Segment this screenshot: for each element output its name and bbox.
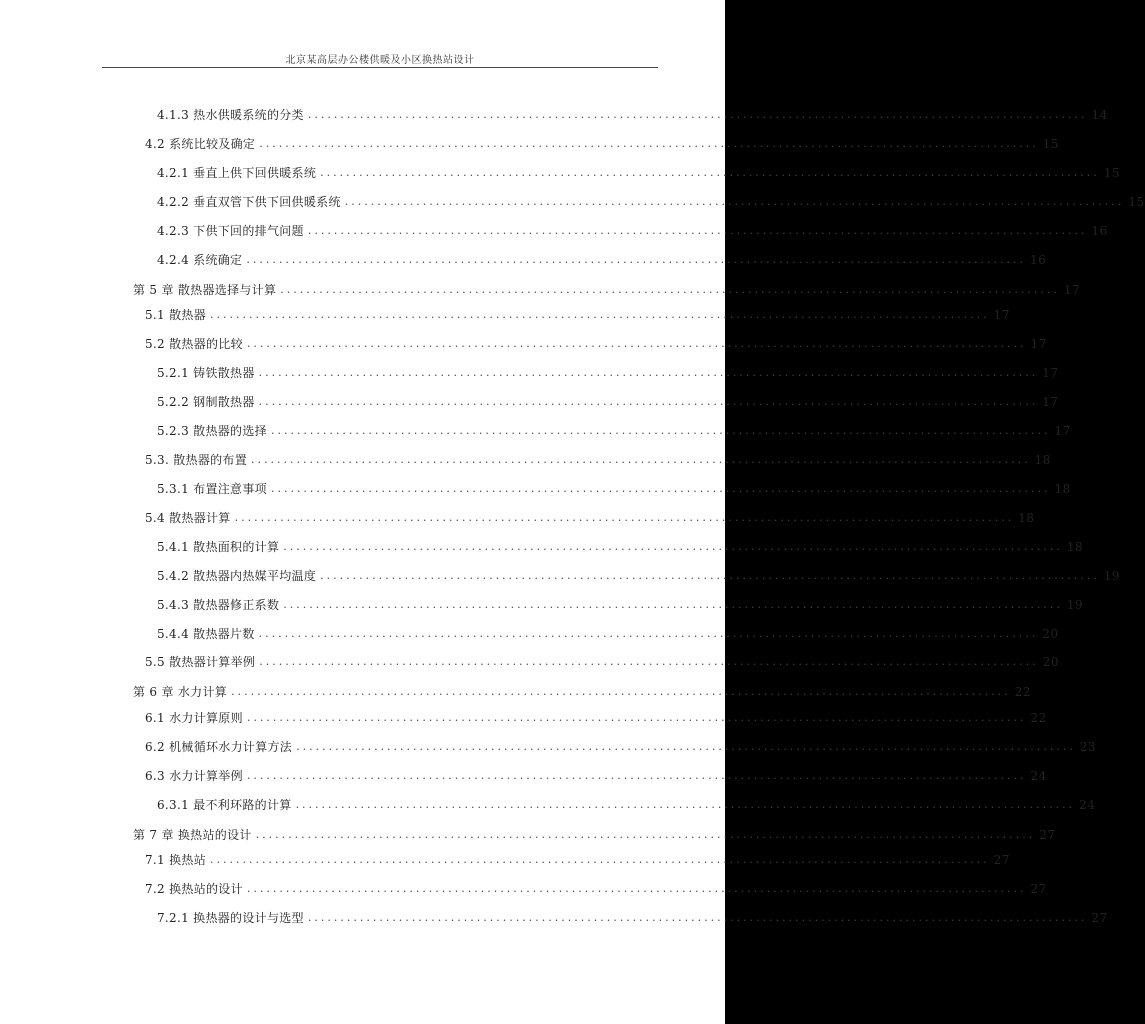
toc-page-number: 24	[1079, 798, 1096, 812]
toc-page-number: 19	[1066, 598, 1084, 612]
toc-leader-dots: ........................................................................................................................	[258, 366, 1039, 379]
toc-page-number: 15	[1042, 137, 1060, 151]
toc-page-number: 17	[993, 308, 1010, 322]
toc-entry[interactable]	[157, 393, 1059, 411]
toc-entry[interactable]	[145, 880, 1047, 898]
toc-page-number: 16	[1091, 224, 1108, 238]
toc-leader-dots: ........................................................................................................................	[258, 395, 1039, 408]
toc-leader-dots: ........................................................................................................................	[270, 482, 1051, 495]
toc-entry-label: 5.4 散热器计算	[145, 511, 231, 525]
toc-page-number: 17	[1054, 424, 1071, 438]
toc-leader-dots: ........................................................................................................................	[259, 655, 1039, 668]
toc-entry[interactable]	[157, 538, 1084, 556]
toc-leader-dots: ........................................................................................................................	[307, 224, 1088, 237]
toc-entry[interactable]	[145, 509, 1035, 527]
toc-page-number: 18	[1018, 511, 1035, 525]
toc-entry[interactable]	[157, 796, 1096, 814]
toc-entry-label: 第 7 章 换热站的设计	[133, 828, 252, 842]
toc-entry-label: 5.1 散热器	[145, 308, 206, 322]
toc-leader-dots: ........................................................................................................................	[270, 424, 1051, 437]
toc-leader-dots: ........................................................................................................................	[320, 166, 1100, 179]
toc-entry[interactable]	[133, 683, 1031, 701]
toc-entry[interactable]	[145, 851, 1010, 869]
toc-entry[interactable]	[157, 909, 1108, 927]
toc-entry-label: 第 5 章 散热器选择与计算	[133, 283, 277, 297]
toc-entry-label: 4.2.3 下供下回的排气问题	[157, 224, 304, 238]
toc-entry[interactable]	[145, 738, 1096, 756]
toc-leader-dots: ........................................................................................................................	[280, 283, 1060, 296]
toc-entry[interactable]	[157, 625, 1059, 643]
toc-page-number: 18	[1034, 453, 1051, 467]
toc-entry[interactable]	[133, 826, 1056, 844]
toc-entry[interactable]	[145, 653, 1060, 671]
toc-entry-label: 7.1 换热站	[145, 853, 206, 867]
toc-leader-dots: ........................................................................................................................	[344, 195, 1125, 208]
toc-page-number: 22	[1014, 685, 1031, 699]
toc-page-number: 20	[1042, 655, 1060, 669]
toc-entry-label: 4.1.3 热水供暖系统的分类	[157, 108, 304, 122]
toc-entry[interactable]	[145, 335, 1047, 353]
toc-page-number: 14	[1091, 108, 1108, 122]
toc-entry-label: 6.3.1 最不利环路的计算	[157, 798, 292, 812]
toc-entry[interactable]	[145, 709, 1047, 727]
toc-entry[interactable]	[133, 281, 1081, 299]
toc-leader-dots: ........................................................................................................................	[283, 598, 1063, 611]
toc-entry[interactable]	[157, 480, 1071, 498]
toc-entry-label: 4.2.4 系统确定	[157, 253, 243, 267]
toc-page-number: 27	[993, 853, 1010, 867]
toc-page-number: 16	[1029, 253, 1047, 267]
toc-page-number: 18	[1066, 540, 1084, 554]
toc-entry-label: 第 6 章 水力计算	[133, 685, 228, 699]
toc-page-number: 18	[1054, 482, 1071, 496]
toc-entry-label: 6.1 水力计算原则	[145, 711, 243, 725]
toc-leader-dots: ........................................................................................................................	[296, 740, 1076, 753]
toc-entry-label: 5.3. 散热器的布置	[145, 453, 248, 467]
toc-entry-label: 4.2 系统比较及确定	[145, 137, 256, 151]
toc-leader-dots: ........................................................................................................................	[307, 911, 1088, 924]
toc-entry-label: 5.4.4 散热器片数	[157, 627, 255, 641]
toc-page-number: 20	[1042, 627, 1059, 641]
toc-page-number: 27	[1030, 882, 1047, 896]
toc-entry-label: 7.2.1 换热器的设计与选型	[157, 911, 304, 925]
toc-page-number: 19	[1103, 569, 1121, 583]
toc-entry[interactable]	[157, 251, 1047, 269]
toc-entry[interactable]	[157, 106, 1108, 124]
toc-leader-dots: ........................................................................................................................	[210, 308, 990, 321]
toc-entry-label: 6.3 水力计算举例	[145, 769, 243, 783]
toc-page-number: 17	[1063, 283, 1081, 297]
toc-leader-dots: ........................................................................................................................	[246, 711, 1027, 724]
toc-leader-dots: ........................................................................................................................	[246, 337, 1027, 350]
toc-leader-dots: ........................................................................................................................	[246, 769, 1027, 782]
toc-entry[interactable]	[145, 135, 1060, 153]
toc-entry-label: 5.2.1 铸铁散热器	[157, 366, 255, 380]
toc-page-number: 17	[1042, 366, 1059, 380]
toc-page-number: 22	[1030, 711, 1047, 725]
toc-entry[interactable]	[157, 222, 1108, 240]
toc-page-number: 17	[1042, 395, 1059, 409]
toc-leader-dots: ........................................................................................................................	[231, 685, 1011, 698]
toc-entry[interactable]	[157, 164, 1121, 182]
toc-leader-dots: ........................................................................................................................	[259, 137, 1039, 150]
toc-entry[interactable]	[145, 451, 1051, 469]
toc-leader-dots: ........................................................................................................................	[234, 511, 1015, 524]
toc-page-number: 15	[1128, 195, 1145, 209]
toc-leader-dots: ........................................................................................................................	[320, 569, 1100, 582]
toc-entry-label: 5.4.3 散热器修正系数	[157, 598, 280, 612]
toc-entry[interactable]	[157, 596, 1084, 614]
toc-leader-dots: ........................................................................................................................	[210, 853, 990, 866]
toc-entry-label: 5.4.1 散热面积的计算	[157, 540, 280, 554]
toc-entry-label: 5.2.3 散热器的选择	[157, 424, 267, 438]
toc-entry[interactable]	[145, 767, 1047, 785]
toc-leader-dots: ........................................................................................................................	[251, 453, 1031, 466]
toc-entry[interactable]	[157, 193, 1145, 211]
toc-leader-dots: ........................................................................................................................	[295, 798, 1076, 811]
toc-page-number: 15	[1103, 166, 1121, 180]
toc-entry[interactable]	[145, 306, 1010, 324]
toc-entry-label: 4.2.1 垂直上供下回供暖系统	[157, 166, 317, 180]
toc-page-number: 24	[1030, 769, 1047, 783]
toc-page-number: 23	[1079, 740, 1096, 754]
toc-entry-label: 5.2 散热器的比较	[145, 337, 243, 351]
toc-page-number: 27	[1039, 828, 1056, 842]
toc-leader-dots: ........................................................................................................................	[258, 627, 1039, 640]
toc-page-number: 27	[1091, 911, 1108, 925]
toc-entry[interactable]	[157, 364, 1059, 382]
toc-leader-dots: ........................................................................................................................	[255, 828, 1036, 841]
toc-entry-label: 7.2 换热站的设计	[145, 882, 243, 896]
toc-entry-label: 5.2.2 钢制散热器	[157, 395, 255, 409]
toc-leader-dots: ........................................................................................................................	[246, 882, 1027, 895]
toc-leader-dots: ........................................................................................................................	[307, 108, 1088, 121]
toc-leader-dots: ........................................................................................................................	[283, 540, 1063, 553]
toc-entry-label: 6.2 机械循环水力计算方法	[145, 740, 293, 754]
toc-entry[interactable]	[157, 422, 1071, 440]
running-header: 北京某高层办公楼供暖及小区换热站设计	[285, 55, 475, 66]
toc-entry-label: 5.3.1 布置注意事项	[157, 482, 267, 496]
toc-entry-label: 5.5 散热器计算举例	[145, 655, 256, 669]
toc-leader-dots: ........................................................................................................................	[246, 253, 1026, 266]
toc-entry[interactable]	[157, 567, 1121, 585]
toc-entry-label: 5.4.2 散热器内热媒平均温度	[157, 569, 317, 583]
toc-entry-label: 4.2.2 垂直双管下供下回供暖系统	[157, 195, 341, 209]
toc-page-number: 17	[1030, 337, 1047, 351]
